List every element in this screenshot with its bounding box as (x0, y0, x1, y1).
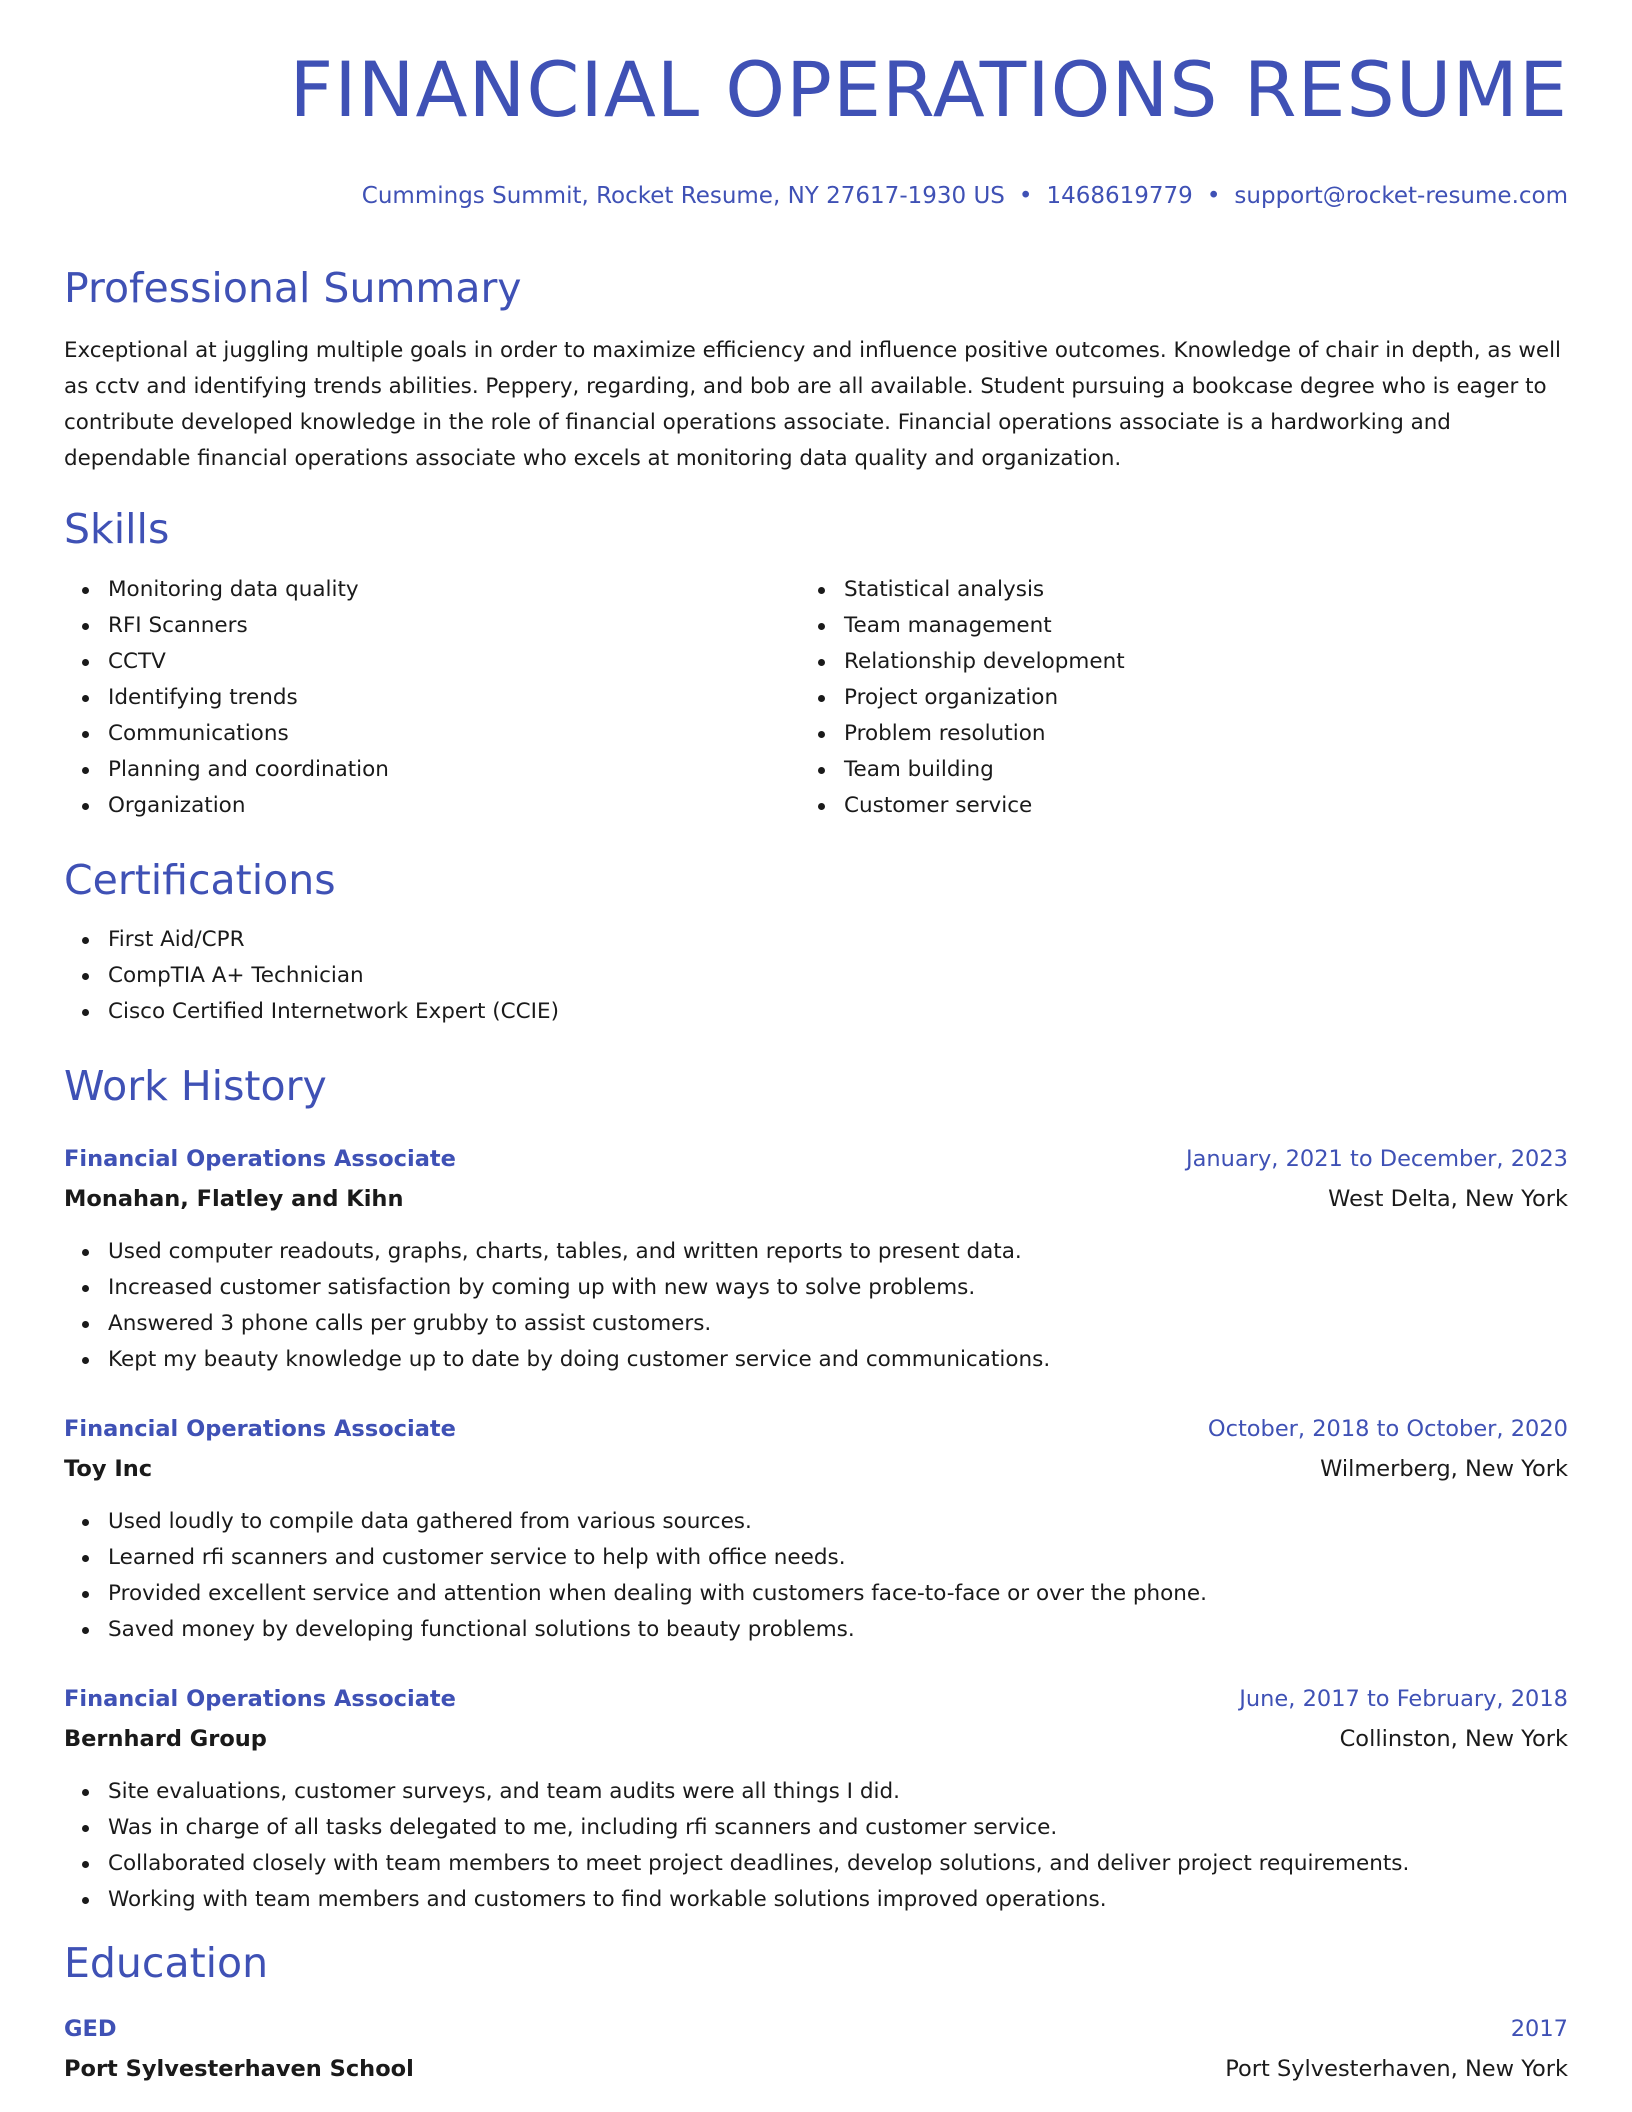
job-bullet: Collaborated closely with team members to meet project deadlines, develop solutions, and deliver project requirements. (64, 1846, 1409, 1882)
education-school-row (64, 2052, 1568, 2086)
job-bullet: Increased customer satisfaction by coming up with new ways to solve problems. (64, 1270, 1050, 1306)
job-bullet: Working with team members and customers to find workable solutions improved operations. (64, 1882, 1409, 1918)
education-header (64, 2012, 1568, 2046)
resume-title: FINANCIAL OPERATIONS RESUME (289, 45, 1568, 134)
job-bullet: Was in charge of all tasks delegated to me, including rfi scanners and customer service. (64, 1810, 1409, 1846)
skill-item: Team building (800, 752, 1125, 788)
skill-item: Project organization (800, 680, 1125, 716)
job-company: Toy Inc (64, 1456, 153, 1482)
job-bullet: Used computer readouts, graphs, charts, tables, and written reports to present data. (64, 1234, 1050, 1270)
skills-list-left (64, 572, 389, 824)
job-location: West Delta, New York (1328, 1186, 1568, 1212)
job-employer (64, 1452, 1568, 1486)
job-bullets (64, 1774, 1409, 1918)
job-company: Monahan, Flatley and Kihn (64, 1186, 404, 1212)
job-dates: January, 2021 to December, 2023 (1186, 1146, 1568, 1172)
job-bullet: Saved money by developing functional solutions to beauty problems. (64, 1612, 1207, 1648)
job-bullet: Site evaluations, customer surveys, and team audits were all things I did. (64, 1774, 1409, 1810)
job-bullet: Learned rfi scanners and customer service to help with office needs. (64, 1540, 1207, 1576)
contact-email: support@rocket-resume.com (1234, 183, 1568, 209)
skill-item: Customer service (800, 788, 1125, 824)
skill-item: Identifying trends (64, 680, 389, 716)
job-employer (64, 1722, 1568, 1756)
contact-phone: 1468619779 (1046, 183, 1193, 209)
skill-item: Planning and coordination (64, 752, 389, 788)
certifications-heading: Certifications (64, 856, 336, 904)
education-year: 2017 (1510, 2016, 1568, 2042)
work-history-heading: Work History (64, 1062, 327, 1110)
skill-item: RFI Scanners (64, 608, 389, 644)
skills-list-right (800, 572, 1125, 824)
job-bullets (64, 1234, 1050, 1378)
skills-heading: Skills (64, 505, 170, 553)
job-employer (64, 1182, 1568, 1216)
skill-item: Communications (64, 716, 389, 752)
certification-item: CompTIA A+ Technician (64, 958, 559, 994)
skill-item: Statistical analysis (800, 572, 1125, 608)
education-school: Port Sylvesterhaven School (64, 2056, 414, 2082)
contact-separator: • (1018, 183, 1033, 209)
contact-line (362, 183, 1568, 209)
job-company: Bernhard Group (64, 1726, 267, 1752)
skill-item: Monitoring data quality (64, 572, 389, 608)
summary-text: Exceptional at juggling multiple goals in order to maximize efficiency and influence positive outcomes. Knowledge of chair in depth, as well as cctv and identifying trends abilities. Peppery, regarding, and bob are all available. Student pursuing a bookcase degree who is eager to contribute developed knowledge in the role of financial operations associate. Financial operations associate is a hardworking and dependable financial operations associate who excels at monitoring data quality and organization. (64, 338, 1561, 471)
job-title: Financial Operations Associate (64, 1416, 456, 1442)
job-dates: October, 2018 to October, 2020 (1207, 1416, 1568, 1442)
summary-heading: Professional Summary (64, 264, 522, 312)
job-location: Collinston, New York (1339, 1726, 1568, 1752)
job-location: Wilmerberg, New York (1320, 1456, 1568, 1482)
education-location: Port Sylvesterhaven, New York (1225, 2056, 1568, 2082)
job-bullets (64, 1504, 1207, 1648)
job-title: Financial Operations Associate (64, 1686, 456, 1712)
job-title: Financial Operations Associate (64, 1146, 456, 1172)
skill-item: Problem resolution (800, 716, 1125, 752)
certification-item: Cisco Certified Internetwork Expert (CCIE) (64, 994, 559, 1030)
job-header (64, 1682, 1568, 1716)
education-degree: GED (64, 2016, 117, 2042)
certifications-list (64, 922, 559, 1030)
education-heading: Education (64, 1939, 269, 1987)
contact-address: Cummings Summit, Rocket Resume, NY 27617-1930 US (361, 183, 1005, 209)
job-header (64, 1142, 1568, 1176)
contact-separator: • (1206, 183, 1221, 209)
job-bullet: Provided excellent service and attention when dealing with customers face-to-face or over the phone. (64, 1576, 1207, 1612)
job-bullet: Used loudly to compile data gathered from various sources. (64, 1504, 1207, 1540)
skill-item: Relationship development (800, 644, 1125, 680)
certification-item: First Aid/CPR (64, 922, 559, 958)
skill-item: Organization (64, 788, 389, 824)
skill-item: Team management (800, 608, 1125, 644)
job-bullet: Kept my beauty knowledge up to date by doing customer service and communications. (64, 1342, 1050, 1378)
skill-item: CCTV (64, 644, 389, 680)
job-bullet: Answered 3 phone calls per grubby to assist customers. (64, 1306, 1050, 1342)
job-dates: June, 2017 to February, 2018 (1239, 1686, 1568, 1712)
job-header (64, 1412, 1568, 1446)
